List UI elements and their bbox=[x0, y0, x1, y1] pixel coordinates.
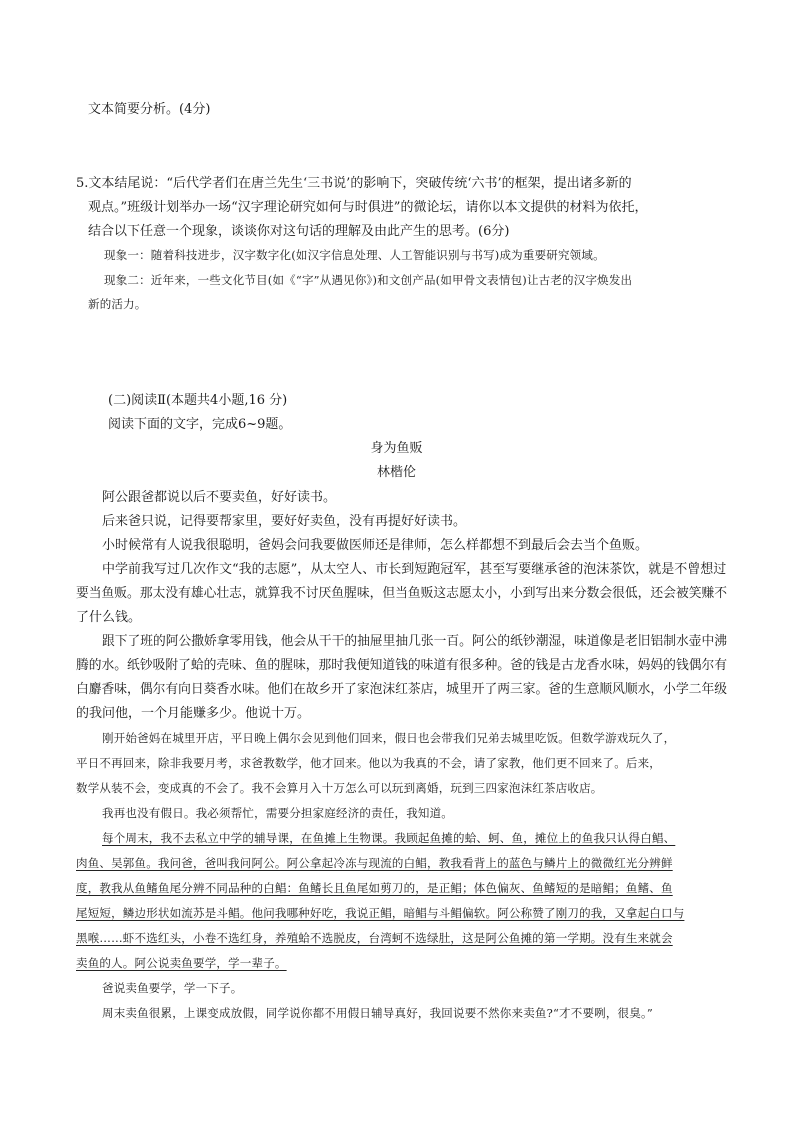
question-5-line-3: 结合以下任意一个现象，谈谈你对这句话的理解及由此产生的思考。(6分) bbox=[88, 224, 510, 239]
paragraph-line: 数学从装不会，变成真的不会了。我不会算月入十万怎么可以玩到离婚，玩到三四家泡沫红茶店收店。 bbox=[76, 781, 603, 795]
section-heading: (二)阅读Ⅱ(本题共4小题,16 分) bbox=[108, 393, 288, 408]
phenomenon-2: 现象二：近年来，一些文化节目(如《“字”从遇见你》)和文创产品(如甲骨文表情包)让古老的汉字焕发出 bbox=[104, 273, 633, 287]
article-author: 林楷伦 bbox=[376, 465, 416, 480]
underlined-passage-line: 肉鱼、吴郭鱼。我问爸，爸叫我问阿公。阿公拿起冷冻与现流的白鲳，教我看背上的蓝色与鳞片上的微微红光分辨鲜 bbox=[76, 856, 673, 870]
paragraph-line: 平日不再回来，除非我要月考，求爸教数学，他才回来。他以为我真的不会，请了家教，他们更不回来了。后来， bbox=[76, 756, 661, 770]
phenomenon-2-cont: 新的活力。 bbox=[88, 297, 147, 311]
paragraph-line: 刚开始爸妈在城里开店，平日晚上偶尔会见到他们回来，假日也会带我们兄弟去城里吃饭。但数学游戏玩久了， bbox=[102, 731, 676, 745]
question-5-line-2: 观点。”班级计划举办一场“汉字理论研究如何与时俱进”的微论坛，请你以本文提供的材料为依托， bbox=[88, 200, 648, 215]
paragraph-line: 小时候常有人说我很聪明，爸妈会问我要做医师还是律师，怎么样都想不到最后会去当个鱼贩。 bbox=[102, 538, 649, 553]
underlined-passage-line: 每个周末，我不去私立中学的辅导课，在鱼摊上生物课。我顾起鱼摊的蛤、蚵、鱼，摊位上的鱼我只认得白鲳、 bbox=[102, 831, 676, 845]
paragraph-line: 跟下了班的阿公撒娇拿零用钱，他会从干干的抽屉里抽几张一百。阿公的纸钞潮湿，味道像是老旧铝制水壶中沸 bbox=[102, 634, 728, 649]
paragraph-line: 的我问他，一个月能赚多少。他说十万。 bbox=[76, 706, 311, 721]
underlined-passage-line: 卖鱼的人。阿公说卖鱼要学，学一辈子。 bbox=[76, 956, 287, 970]
paragraph-line: 后来爸只说，记得要帮家里，要好好卖鱼，没有再提好好读书。 bbox=[102, 514, 467, 529]
section-instruction: 阅读下面的文字，完成6~9题。 bbox=[108, 417, 292, 432]
paragraph-line: 阿公跟爸都说以后不要卖鱼，好好读书。 bbox=[102, 490, 337, 505]
underlined-passage-line: 黑喉……虾不选红头，小卷不选红身，养殖蛤不选脱皮，台湾蚵不选绿肚，这是阿公鱼摊的第一学期。没有生来就会 bbox=[76, 931, 673, 945]
question-5-line-1: 5.文本结尾说：“后代学者们在唐兰先生‘三书说’的影响下，突破传统‘六书’的框架，提出诸多新的 bbox=[76, 176, 632, 191]
underlined-passage-line: 度，教我从鱼鳍鱼尾分辨不同品种的白鲳：鱼鳍长且鱼尾如剪刀的，是正鲳；体色偏灰、鱼鳍短的是暗鲳；鱼鳍、鱼 bbox=[76, 881, 673, 895]
underlined-passage-line: 尾短短，鳞边形状如流苏是斗鲳。他问我哪种好吃，我说正鲳，暗鲳与斗鲳偏软。阿公称赞了刚刀的我，又拿起白口与 bbox=[76, 906, 685, 920]
paragraph-line: 白麝香味，偶尔有向日葵香水味。他们在故乡开了家泡沫红茶店，城里开了两三家。爸的生意顺风顺水，小学二年级 bbox=[76, 682, 728, 697]
paragraph-line: 要当鱼贩。那太没有雄心壮志，就算我不讨厌鱼腥味，但当鱼贩这志愿太小，小到写出来分数会很低，还会被笑赚不 bbox=[76, 586, 728, 601]
article-title: 身为鱼贩 bbox=[370, 441, 423, 456]
paragraph-line: 我再也没有假日。我必须帮忙，需要分担家庭经济的责任，我知道。 bbox=[102, 806, 453, 820]
paragraph-line: 了什么钱。 bbox=[76, 610, 142, 625]
paragraph-line: 爸说卖鱼要学，学一下子。 bbox=[102, 981, 243, 995]
paragraph-line: 中学前我写过几次作文“我的志愿”，从太空人、市长到短跑冠军，甚至写要继承爸的泡沫茶饮，就是不曾想过 bbox=[102, 562, 727, 577]
phenomenon-1: 现象一：随着科技进步，汉字数字化(如汉字信息处理、人工智能识别与书写)成为重要研究领域。 bbox=[104, 248, 605, 262]
paragraph-line: 腾的水。纸钞吸附了蛤的壳味、鱼的腥味，那时我便知道钱的味道有很多种。爸的钱是古龙香水味，妈妈的钱偶尔有 bbox=[76, 658, 728, 673]
question-4-tail: 文本简要分析。(4分) bbox=[88, 102, 211, 117]
paragraph-line: 周末卖鱼很累，上课变成放假，同学说你都不用假日辅导真好，我回说要不然你来卖鱼?“才不要咧，很臭。” bbox=[102, 1006, 653, 1020]
